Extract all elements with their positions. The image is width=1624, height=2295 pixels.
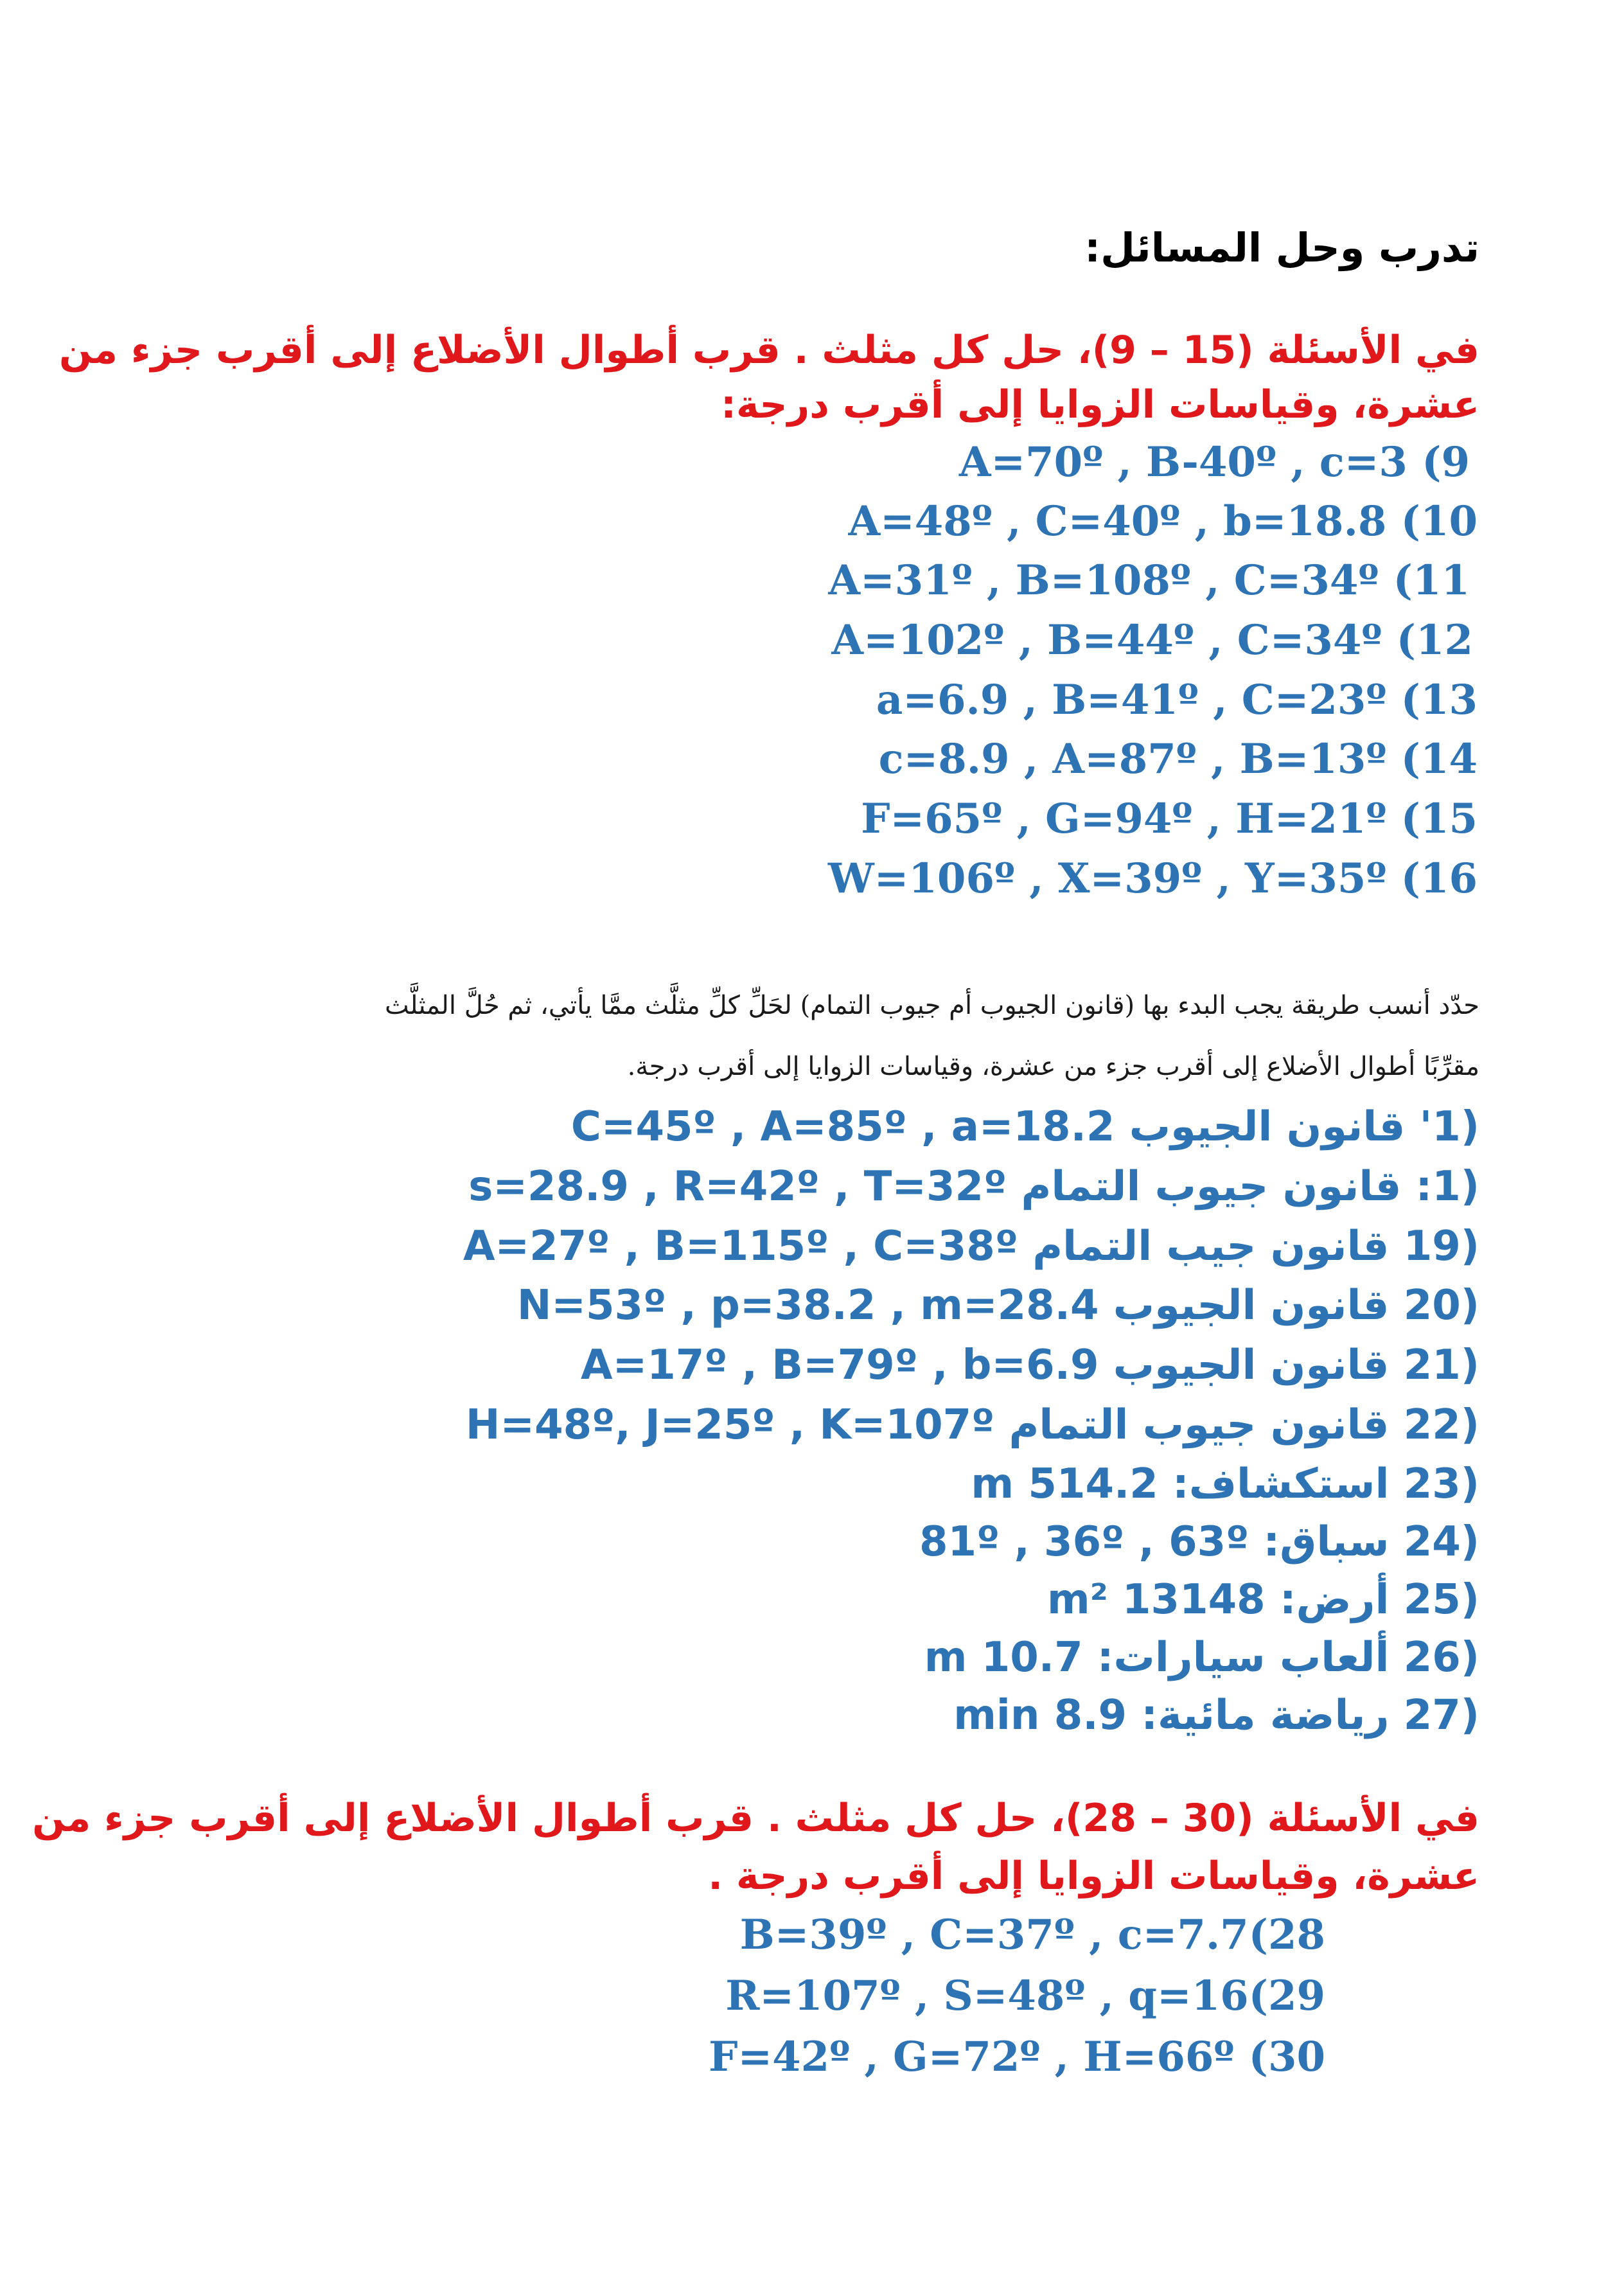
section3-instruction-line2: عشرة، وقياسات الزوايا إلى أقرب درجة . [708,1854,1479,1899]
answer-20: (20 قانون الجيوب N=53º , p=38.2 , m=28.4 [516,1282,1479,1329]
answer-23: (23 استكشاف: 514.2 m [971,1460,1479,1508]
answer-30: F=42º , G=72º , H=66º (30 [709,2033,1325,2081]
answer-15: F=65º , G=94º , H=21º (15 [861,795,1478,843]
answer-24: (24 سباق: 81º , 36º , 63º [919,1518,1479,1566]
section2-instruction-line1: حدّد أنسب طريقة يجب البدء بها (قانون الجيوب أم جيوب التمام) لحَلِّ كلِّ مثلَّث ممَّا يأتي، ثم حُلَّ المثلَّث [384,991,1479,1020]
page-heading: تدرب وحل المسائل: [1084,224,1479,271]
answer-17: (1' قانون الجيوب C=45º , A=85º , a=18.2 [570,1103,1479,1151]
answer-26: (26 ألعاب سيارات: 10.7 m [924,1634,1479,1681]
answer-18: (1: قانون جيوب التمام s=28.9 , R=42º , T=32º [468,1163,1479,1210]
answer-22: (22 قانون جيوب التمام H=48º, J=25º , K=107º [465,1401,1479,1449]
answer-13: a=6.9 , B=41º , C=23º (13 [876,676,1478,724]
answer-10: A=48º , C=40º , b=18.8 (10 [848,497,1478,545]
answer-27: (27 رياضة مائية: 8.9 min [953,1692,1479,1739]
answer-9: A=70º , B-40º , c=3 (9 [958,438,1470,486]
answer-11: A=31º , B=108º , C=34º (11 [828,556,1470,605]
section1-instruction-line2: عشرة، وقياسات الزوايا إلى أقرب درجة: [720,382,1479,427]
answer-28: B=39º , C=37º , c=7.7(28 [739,1911,1325,1959]
answer-21: (21 قانون الجيوب A=17º , B=79º , b=6.9 [581,1342,1479,1389]
answer-14: c=8.9 , A=87º , B=13º (14 [878,735,1478,783]
section1-instruction-line1: في الأسئلة (15 – 9)، حل كل مثلث . قرب أطوال الأضلاع إلى أقرب جزء من [58,328,1479,373]
answer-29: R=107º , S=48º , q=16(29 [725,1972,1325,2020]
section3-instruction-line1: في الأسئلة (30 – 28)، حل كل مثلث . قرب أطوال الأضلاع إلى أقرب جزء من [32,1796,1479,1841]
answer-25: (25 أرض: 13148 m² [1047,1576,1479,1624]
answer-12: A=102º , B=44º , C=34º (12 [831,616,1473,664]
answer-19: (19 قانون جيب التمام A=27º , B=115º , C=38º [463,1223,1479,1270]
section2-instruction-line2: مقرِّبًا أطوال الأضلاع إلى أقرب جزء من عشرة، وقياسات الزوايا إلى أقرب درجة. [627,1052,1479,1081]
answer-16: W=106º , X=39º , Y=35º (16 [827,855,1478,903]
